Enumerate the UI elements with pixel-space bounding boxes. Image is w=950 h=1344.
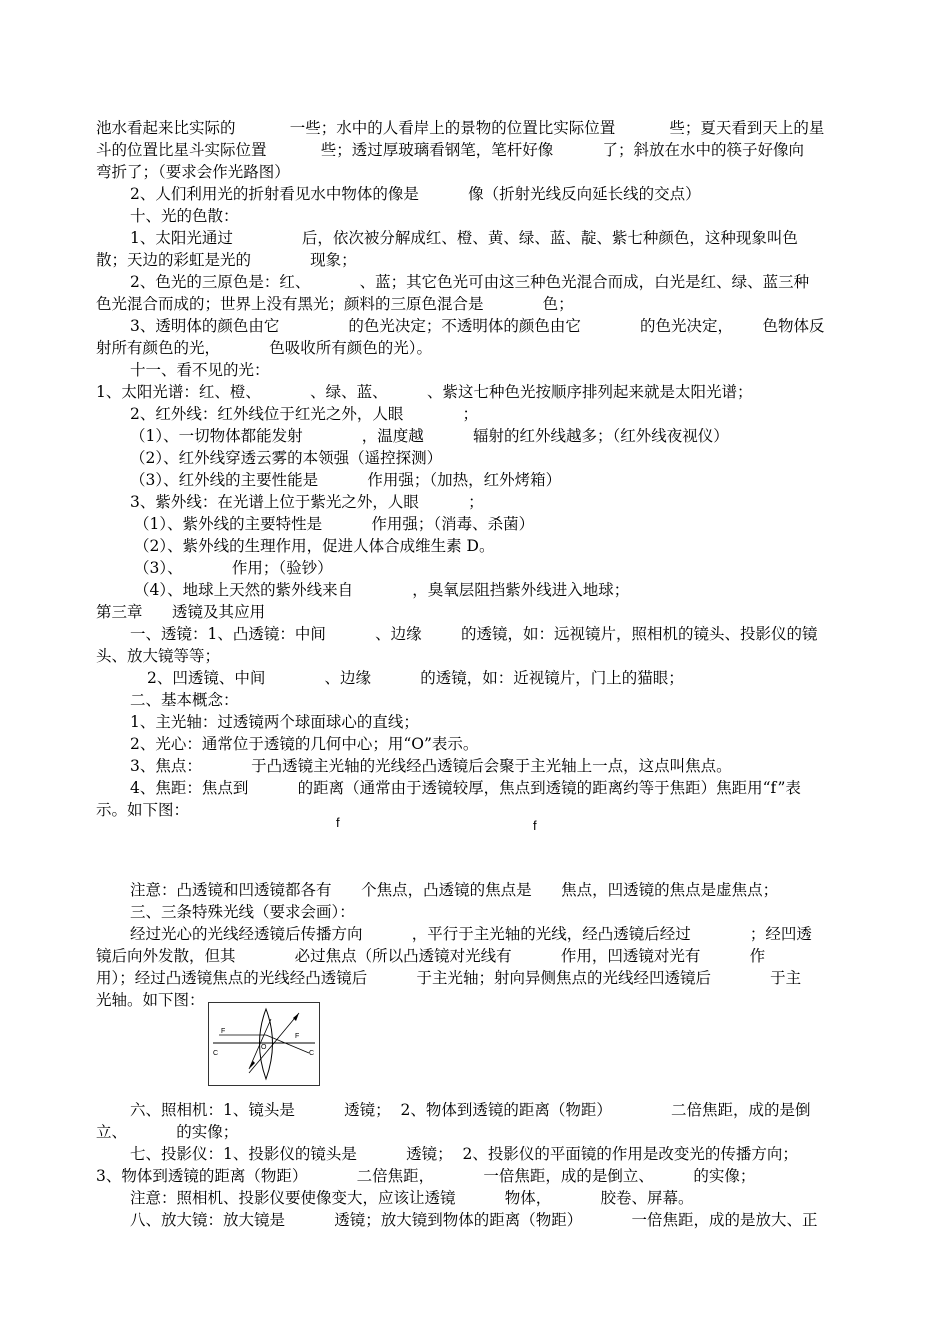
text-line: 一、透镜：1、凸透镜：中间 、边缘 的透镜，如：远视镜片，照相机的镜头、投影仪的镜 bbox=[130, 625, 818, 643]
center-label-right: C bbox=[309, 1050, 315, 1057]
text-line: 弯折了；（要求会作光路图） bbox=[96, 163, 290, 181]
text-line: 2、凹透镜、中间 、边缘 的透镜，如：近视镜片，门上的猫眼； bbox=[147, 669, 684, 687]
text-line: 用）；经过凸透镜焦点的光线经凸透镜后 于主光轴；射向异侧焦点的光线经凹透镜后 于主 bbox=[96, 969, 802, 987]
text-line: （1）、一切物体都能发射 ，温度越 辐射的红外线越多；（红外线夜视仪） bbox=[130, 427, 729, 445]
text-line: 3、透明体的颜色由它 的色光决定；不透明体的颜色由它 的色光决定， 色物体反 bbox=[130, 317, 825, 335]
text-line: 3、紫外线：在光谱上位于紫光之外，人眼 ； bbox=[130, 493, 484, 511]
text-line: 八、放大镜：放大镜是 透镜；放大镜到物体的距离（物距） 一倍焦距，成的是放大、正 bbox=[130, 1211, 818, 1229]
text-line: （1）、紫外线的主要特性是 作用强；（消毒、杀菌） bbox=[134, 515, 535, 533]
text-line: 七、投影仪：1、投影仪的镜头是 透镜； 2、投影仪的平面镜的作用是改变光的传播方向； bbox=[130, 1145, 798, 1163]
text-line: （2）、紫外线的生理作用，促进人体合成维生素 D。 bbox=[134, 537, 495, 555]
text-line: 1、太阳光通过 后，依次被分解成红、橙、黄、绿、蓝、靛、紫七种颜色，这种现象叫色 bbox=[130, 229, 798, 247]
text-line: 注意：照相机、投影仪要使像变大，应该让透镜 物体， 胶卷、屏幕。 bbox=[130, 1189, 694, 1207]
text-line: 二、基本概念： bbox=[130, 691, 239, 709]
text-line: （3）、红外线的主要性能是 作用强；（加热，红外烤箱） bbox=[130, 471, 562, 489]
text-line: （3）、 作用；（验钞） bbox=[134, 559, 333, 577]
text-line: 十、光的色散： bbox=[130, 207, 239, 225]
text-line: 3、焦点： 于凸透镜主光轴的光线经凸透镜后会聚于主光轴上一点，这点叫焦点。 bbox=[130, 757, 732, 775]
focal-length-label: f bbox=[533, 818, 537, 833]
text-line: 十一、看不见的光： bbox=[130, 361, 270, 379]
focal-length-label: f bbox=[336, 815, 340, 830]
text-line: 经过光心的光线经透镜后传播方向 ，平行于主光轴的光线，经凸透镜后经过 ；经凹透 bbox=[130, 925, 812, 943]
lens-ray-diagram bbox=[208, 1002, 320, 1086]
text-line: 色光混合而成的；世界上没有黑光；颜料的三原色混合是 色； bbox=[96, 295, 574, 313]
text-line: 1、主光轴：过透镜两个球面球心的直线； bbox=[130, 713, 419, 731]
focus-label-right: F bbox=[295, 1033, 300, 1040]
text-line: 2、光心：通常位于透镜的几何中心；用“O”表示。 bbox=[130, 735, 479, 753]
text-line: 2、红外线：红外线位于红光之外，人眼 ； bbox=[130, 405, 478, 423]
text-line: 第三章 透镜及其应用 bbox=[96, 603, 266, 621]
text-line: 镜后向外发散，但其 必过焦点（所以凸透镜对光线有 作用，凹透镜对光有 作 bbox=[96, 947, 766, 965]
text-line: 3、物体到透镜的距离（物距） 二倍焦距， 一倍焦距，成的是倒立、 的实像； bbox=[96, 1167, 756, 1185]
text-line: 4、焦距：焦点到 的距离（通常由于透镜较厚，焦点到透镜的距离约等于焦距）焦距用“f”表 bbox=[130, 779, 801, 797]
text-line: 散；天边的彩虹是光的 现象； bbox=[96, 251, 357, 269]
text-line: 头、放大镜等等； bbox=[96, 647, 221, 665]
text-line: 2、色光的三原色是：红、 、蓝；其它色光可由这三种色光混合而成，白光是红、绿、蓝三种 bbox=[130, 273, 810, 291]
text-line: 1、太阳光谱：红、橙、 、绿、蓝、 、紫这七种色光按顺序排列起来就是太阳光谱； bbox=[96, 383, 753, 401]
lens-diagram-svg bbox=[209, 1003, 319, 1085]
center-label-left: C bbox=[213, 1050, 219, 1057]
text-line: 立、 的实像； bbox=[96, 1123, 239, 1141]
focal-ray bbox=[249, 1019, 271, 1069]
text-line: 2、人们利用光的折射看见水中物体的像是 像（折射光线反向延长线的交点） bbox=[130, 185, 701, 203]
text-line: （4）、地球上天然的紫外线来自 ，臭氧层阻挡紫外线进入地球； bbox=[134, 581, 630, 599]
text-line: 斗的位置比星斗实际位置 些；透过厚玻璃看钢笔，笔杆好像 了；斜放在水中的筷子好像向 bbox=[96, 141, 804, 159]
text-line: 注意：凸透镜和凹透镜都各有 个焦点，凸透镜的焦点是 焦点，凹透镜的焦点是虚焦点； bbox=[130, 881, 779, 899]
text-line: 示。如下图： bbox=[96, 801, 190, 819]
text-line: 六、照相机：1、镜头是 透镜； 2、物体到透镜的距离（物距） 二倍焦距，成的是倒 bbox=[130, 1101, 811, 1119]
text-line: （2）、红外线穿透云雾的本领强（遥控探测） bbox=[130, 449, 443, 467]
text-line: 三、三条特殊光线（要求会画）： bbox=[130, 903, 355, 921]
arrow-head-icon bbox=[293, 1013, 299, 1021]
optical-center-label: O bbox=[261, 1044, 267, 1051]
text-line: 射所有颜色的光， 色吸收所有颜色的光）。 bbox=[96, 339, 433, 357]
text-line: 光轴。如下图： bbox=[96, 991, 205, 1009]
text-line: 池水看起来比实际的 一些；水中的人看岸上的景物的位置比实际位置 些；夏天看到天上的星 bbox=[96, 119, 825, 137]
focus-label-left: F bbox=[221, 1028, 226, 1035]
